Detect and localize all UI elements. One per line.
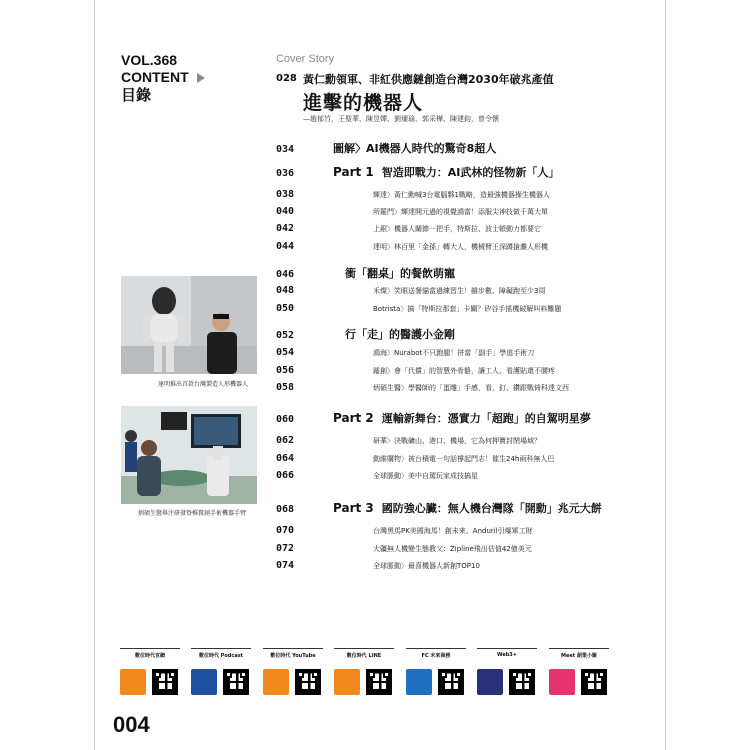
qr-code-icon[interactable] bbox=[438, 669, 464, 695]
toc-part-row[interactable] bbox=[276, 500, 602, 516]
qr-code-icon[interactable] bbox=[366, 669, 392, 695]
toc-page-number: 050 bbox=[276, 303, 295, 314]
meet-logo-icon bbox=[549, 669, 575, 695]
surgery-photo-illustration bbox=[121, 406, 257, 504]
section-title: 行「走」的醫護小金剛 bbox=[345, 328, 455, 341]
toc-row[interactable] bbox=[276, 560, 480, 571]
podcast-icon bbox=[191, 669, 217, 695]
qr-code-icon[interactable] bbox=[152, 669, 178, 695]
footer-label: Meet 創業小聚 bbox=[561, 653, 597, 659]
toc-title: 禾燦〉笑眼送餐貓當過練習生！雖步數、障礙跑至少3周 bbox=[373, 287, 546, 295]
toc-title: 動維購物〉被台積電一句話撐起門志！催生24h兩科無人巴 bbox=[373, 455, 555, 463]
footer-divider bbox=[477, 648, 537, 649]
footer-item-fc[interactable] bbox=[406, 648, 466, 659]
page-number: 004 bbox=[113, 712, 150, 737]
surgery-photo bbox=[121, 406, 257, 504]
volume-header bbox=[121, 52, 205, 104]
footer-item-website[interactable] bbox=[120, 648, 180, 659]
toc-row[interactable] bbox=[276, 453, 554, 464]
toc-page-number: 038 bbox=[276, 189, 295, 200]
cover-authors: —趙郁竹，王聖華、陳昱嬋、劉燿瑜、郭采樺、陳建鈞，曾令懷 bbox=[303, 115, 499, 123]
toc-page-number: 042 bbox=[276, 223, 295, 234]
toc-row[interactable] bbox=[276, 223, 541, 234]
footer-divider bbox=[191, 648, 251, 649]
footer-divider bbox=[549, 648, 609, 649]
cover-story-label: Cover Story bbox=[276, 53, 335, 65]
footer-item-line[interactable] bbox=[334, 648, 394, 659]
surgery-photo-caption: 炳碩生醫畢注研發脊椎微創手術機器手臂 bbox=[138, 510, 247, 517]
web3-logo-icon bbox=[477, 669, 503, 695]
robot-photo-illustration bbox=[121, 276, 257, 374]
toc-page-number: 072 bbox=[276, 543, 295, 554]
content-chinese-label: 目錄 bbox=[121, 87, 152, 104]
toc-row[interactable] bbox=[276, 189, 550, 200]
toc-row[interactable] bbox=[276, 285, 545, 296]
footer-divider bbox=[334, 648, 394, 649]
toc-page-number: 062 bbox=[276, 435, 295, 446]
footer-item-web3[interactable] bbox=[477, 648, 537, 658]
toc-page-number: 048 bbox=[276, 285, 295, 296]
footer-links bbox=[120, 648, 610, 702]
footer-label: 數位時代 YouTube bbox=[270, 653, 316, 659]
cover-subtitle: 黃仁勳領軍、非紅供應鏈創造台灣2030年破兆產值 bbox=[303, 73, 554, 86]
qr-code-icon[interactable] bbox=[509, 669, 535, 695]
toc-page-number: 070 bbox=[276, 525, 295, 536]
footer-label: Web3+ bbox=[497, 652, 517, 658]
section-title: 衝「翻桌」的餐飲萌寵 bbox=[345, 267, 455, 280]
toc-row[interactable] bbox=[276, 347, 534, 358]
footer-label: 數位時代官網 bbox=[134, 653, 165, 659]
toc-page-number: 068 bbox=[276, 504, 295, 515]
toc-title: 智造即戰力：AI武林的怪物新「人」 bbox=[381, 166, 560, 179]
line-icon bbox=[334, 669, 360, 695]
robot-photo-caption: 達明推出首款台灣製造人形機器人 bbox=[158, 381, 249, 388]
robot-photo bbox=[121, 276, 257, 374]
toc-title: 台灣黑馬PK美國海馬！創未來、Anduril引爆軍工財 bbox=[373, 527, 533, 535]
toc-page-number: 034 bbox=[276, 144, 295, 155]
toc-title: 全球脈動〉美中自駕玩家成技搞星 bbox=[373, 472, 478, 480]
toc-part-row[interactable] bbox=[276, 164, 559, 180]
toc-title: 研華〉決戰礦山、港口、機場，它為何押寶封閉場域？ bbox=[373, 437, 541, 445]
toc-title: 全球脈動〉最喜機器人新創TOP10 bbox=[373, 562, 480, 570]
toc-row[interactable] bbox=[276, 241, 548, 252]
bnext-logo-icon bbox=[120, 669, 146, 695]
toc-title: Botrista〉搞「特斯拉那套」卡關？矽谷手搖機破解叫料難題 bbox=[373, 305, 562, 313]
toc-page-number: 058 bbox=[276, 382, 295, 393]
toc-title: 鴻海〉Nurabot不只跑腿！拼當「副手」學逃手術刀 bbox=[373, 349, 535, 357]
toc-page-number: 044 bbox=[276, 241, 295, 252]
content-heading bbox=[121, 69, 205, 86]
toc-page-number: 046 bbox=[276, 269, 295, 280]
cover-title: 進擊的機器人 bbox=[303, 92, 424, 114]
qr-code-icon[interactable] bbox=[223, 669, 249, 695]
toc-row[interactable] bbox=[276, 140, 496, 156]
toc-page-number: 052 bbox=[276, 330, 295, 341]
toc-title: 輝達〉黃仁勳喊3台電腦夥1戰略，造最強機器操生機器人 bbox=[373, 191, 550, 199]
part-label: Part 3 bbox=[333, 501, 374, 515]
footer-item-youtube[interactable] bbox=[263, 648, 323, 659]
toc-title: 上銀〉機器人關節一把手，特斯拉、波士頓動力都要它 bbox=[373, 225, 541, 233]
part-label: Part 2 bbox=[333, 411, 374, 425]
toc-row[interactable] bbox=[276, 206, 548, 217]
toc-title: 圖解〉AI機器人時代的驚奇8超人 bbox=[333, 142, 497, 155]
fc-logo-icon bbox=[406, 669, 432, 695]
toc-page-number: 074 bbox=[276, 560, 295, 571]
toc-title: 炳碩生醫〉學醫師的「蛋雕」手感，看、釘、鑽跟戰倚科達文西 bbox=[373, 384, 569, 392]
toc-row[interactable] bbox=[276, 365, 555, 376]
toc-title: 所羅門〉輝達開元過的視覺鴻當！添服尖神技做千萬大單 bbox=[373, 208, 548, 216]
qr-code-icon[interactable] bbox=[295, 669, 321, 695]
toc-title: 運輸新舞台：憑實力「超跑」的自駕明星夢 bbox=[381, 412, 591, 425]
footer-divider bbox=[120, 648, 180, 649]
toc-page-number: 036 bbox=[276, 168, 295, 179]
toc-page-number: 060 bbox=[276, 414, 295, 425]
toc-row[interactable] bbox=[276, 470, 478, 481]
toc-section-row[interactable] bbox=[276, 265, 455, 281]
triangle-arrow-icon bbox=[197, 73, 205, 83]
cover-page-number: 028 bbox=[276, 73, 297, 84]
part-label: Part 1 bbox=[333, 165, 374, 179]
youtube-icon bbox=[263, 669, 289, 695]
footer-divider bbox=[406, 648, 466, 649]
toc-part-row[interactable] bbox=[276, 410, 591, 426]
toc-title: 鐳創〉會「代償」的智慧外骨骼，讓工人、看護貼還不腰疼 bbox=[373, 367, 555, 375]
footer-label: 數位時代 Podcast bbox=[198, 653, 244, 659]
toc-row[interactable] bbox=[276, 303, 561, 314]
toc-title: 達明〉林百里「金孫」轉大人，機械臂王深蹲搶灘人形機 bbox=[373, 243, 548, 251]
toc-row[interactable] bbox=[276, 543, 532, 554]
toc-page-number: 056 bbox=[276, 365, 295, 376]
toc-page-number: 066 bbox=[276, 470, 295, 481]
toc-page-number: 064 bbox=[276, 453, 295, 464]
qr-code-icon[interactable] bbox=[581, 669, 607, 695]
footer-item-podcast[interactable] bbox=[191, 648, 251, 659]
footer-label: FC 未來商務 bbox=[421, 653, 451, 659]
footer-item-meet[interactable] bbox=[549, 648, 609, 659]
toc-row[interactable] bbox=[276, 382, 569, 393]
toc-row[interactable] bbox=[276, 435, 541, 446]
footer-divider bbox=[263, 648, 323, 649]
volume-number: VOL.368 bbox=[121, 52, 178, 68]
toc-section-row[interactable] bbox=[276, 326, 455, 342]
content-label: CONTENT bbox=[121, 69, 189, 85]
footer-label: 數位時代 LINE bbox=[346, 653, 382, 659]
toc-page-number: 040 bbox=[276, 206, 295, 217]
toc-title: 國防強心臟：無人機台灣隊「開動」兆元大餅 bbox=[381, 502, 602, 515]
toc-row[interactable] bbox=[276, 525, 533, 536]
toc-page-number: 054 bbox=[276, 347, 295, 358]
toc-title: 大疆無人機變生態教父：Zipline飛出估值42億美元 bbox=[373, 545, 532, 553]
